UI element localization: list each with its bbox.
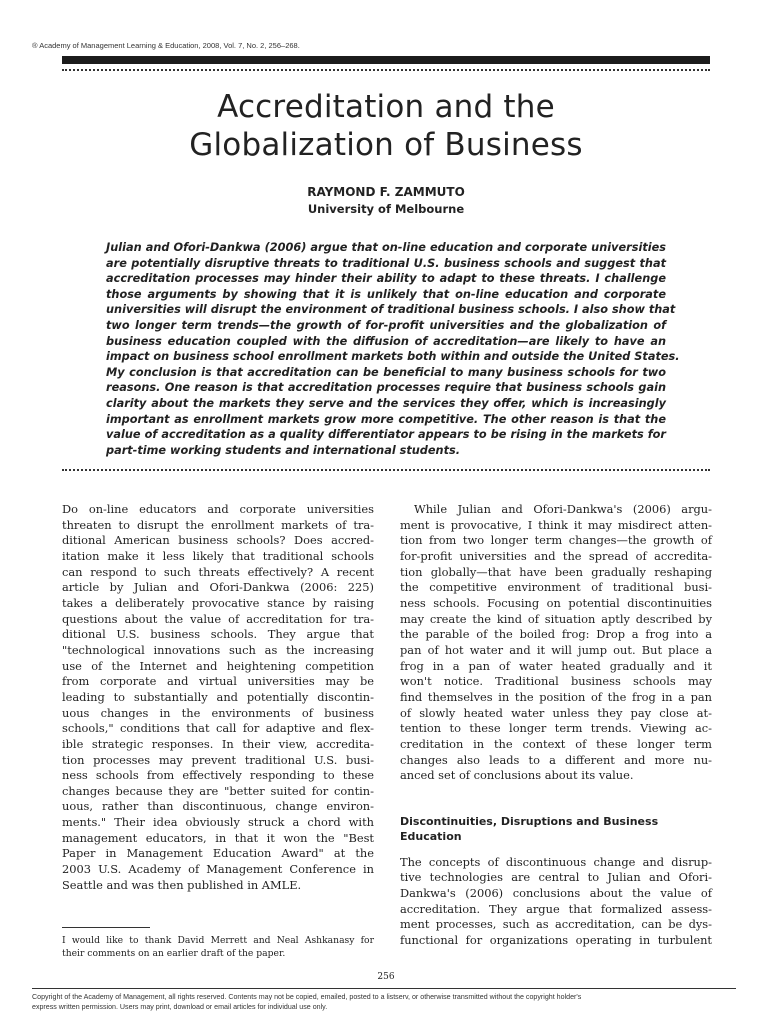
body-line: uous changes in the environments of business — [62, 705, 374, 720]
body-line: questions about the value of accreditation for tra- — [62, 611, 374, 626]
abstract — [106, 240, 680, 458]
dotted-divider-top — [62, 69, 710, 71]
footnote-line: I would like to thank David Merrett and Neal Ashkanasy for — [62, 935, 374, 946]
body-line: of slowly heated water unless they pay close at- — [400, 705, 712, 720]
body-line: Dankwa's (2006) conclusions about the value of — [400, 886, 712, 901]
body-line: itation make it less likely that traditional schools — [62, 548, 374, 563]
right-column — [400, 502, 712, 949]
body-line: won't notice. Traditional business schools may — [400, 674, 712, 689]
body-line: Paper in Management Education Award" at the — [62, 846, 374, 861]
abstract-line: two longer term trends—the growth of for-profit universities and the globalization of — [106, 318, 666, 332]
top-rule — [62, 56, 710, 64]
body-line: threaten to disrupt the enrollment markets of tra- — [62, 517, 374, 532]
body-line: the parable of the boiled frog: Drop a frog into a — [400, 627, 712, 642]
copyright-notice — [32, 992, 736, 1012]
abstract-line: accreditation processes may hinder their ability to adapt to these threats. I challenge — [106, 272, 666, 286]
footnote-line: their comments on an earlier draft of the paper. — [62, 948, 286, 959]
body-line: "technological innovations such as the increasing — [62, 642, 374, 657]
body-line: article by Julian and Ofori-Dankwa (2006: 225) — [62, 580, 374, 595]
bottom-rule — [32, 988, 736, 989]
body-line: ness schools. Focusing on potential discontinuities — [400, 595, 712, 610]
abstract-line: impact on business school enrollment markets both within and outside the United States. — [106, 350, 680, 364]
abstract-line: universities will disrupt the environment of traditional business schools. I also show that — [106, 303, 676, 317]
body-line: ible strategic responses. In their view, accredita- — [62, 736, 374, 751]
body-line: tention to these longer term trends. Viewing ac- — [400, 721, 712, 736]
body-line: changes because they are "better suited for contin- — [62, 783, 374, 798]
body-line: While Julian and Ofori-Dankwa's (2006) argu- — [414, 502, 712, 516]
section-heading — [400, 814, 712, 845]
body-line: creditation in the context of these longer term — [400, 736, 712, 751]
body-line: 2003 U.S. Academy of Management Conference in — [62, 862, 374, 877]
body-line: ditional American business schools? Does accred- — [62, 533, 374, 548]
body-line: ment is provocative, I think it may misdirect atten- — [400, 517, 712, 532]
body-line: for-profit universities and the spread of accredita- — [400, 548, 712, 563]
body-line: anced set of conclusions about its value. — [400, 768, 634, 783]
abstract-line: value of accreditation as a quality differentiator appears to be rising in the markets for — [106, 428, 666, 442]
abstract-line: Julian and Ofori-Dankwa (2006) argue that on-line education and corporate universities — [106, 241, 666, 254]
body-line: changes also leads to a different and more nu- — [400, 752, 712, 767]
author-affiliation: University of Melbourne — [307, 202, 465, 216]
title-line: Globalization of Business — [189, 127, 583, 163]
body-line: tion processes may prevent traditional U.S. busi- — [62, 752, 374, 767]
body-line: uous, rather than discontinuous, change environ- — [62, 799, 374, 814]
page-number: 256 — [377, 972, 395, 982]
title-line: Accreditation and the — [217, 89, 555, 125]
section-paragraph — [400, 855, 712, 949]
body-line: functional for organizations operating in turbulent — [400, 933, 712, 948]
body-line: ments." Their idea obviously struck a chord with — [62, 815, 374, 830]
heading-line: Education — [400, 830, 462, 844]
abstract-line: part-time working students and international students. — [106, 443, 461, 457]
abstract-line: those arguments by showing that it is unlikely that on-line education and corporate — [106, 287, 666, 301]
body-line: tion globally—that have been gradually reshaping — [400, 564, 712, 579]
body-line: from corporate and virtual universities may be — [62, 674, 374, 689]
dotted-divider-bottom — [62, 469, 710, 471]
heading-line: Discontinuities, Disruptions and Business — [400, 814, 659, 828]
body-line: may create the kind of situation aptly described by — [400, 611, 712, 626]
citation-line: ® Academy of Management Learning & Education, 2008, Vol. 7, No. 2, 256–268. — [32, 41, 300, 50]
body-line: ness schools from effectively responding to these — [62, 768, 374, 783]
copyright-line: Copyright of the Academy of Management, all rights reserved. Contents may not be copied, emailed, posted to a listserv, or otherwise transmitted without the copyright holder's — [32, 993, 582, 1001]
abstract-line: are potentially disruptive threats to traditional U.S. business schools and suggest that — [106, 256, 666, 270]
footnote-rule — [62, 927, 150, 928]
body-line: use of the Internet and heightening competition — [62, 658, 374, 673]
body-line: accreditation. They argue that formalized assess- — [400, 901, 712, 916]
abstract-line: reasons. One reason is that accreditation processes require that business schools gain — [106, 381, 666, 395]
body-line: ditional U.S. business schools. They argue that — [62, 627, 374, 642]
body-line: leading to substantially and potentially discontin- — [62, 689, 374, 704]
body-line: takes a deliberately provocative stance by raising — [62, 595, 374, 610]
body-line: tive technologies are central to Julian and Ofori- — [400, 870, 712, 885]
abstract-line: important as enrollment markets grow more competitive. The other reason is that the — [106, 412, 666, 426]
body-line: management educators, in that it won the "Best — [62, 830, 374, 845]
body-line: can respond to such threats effectively? A recent — [62, 564, 374, 579]
body-line: the competitive environment of traditional busi- — [400, 580, 712, 595]
footnote — [62, 934, 374, 960]
intro-continuation-paragraph — [400, 502, 712, 784]
left-column — [62, 502, 374, 893]
body-line: tion from two longer term changes—the growth of — [400, 533, 712, 548]
copyright-line: express written permission. Users may print, download or email articles for individual use only. — [32, 1003, 328, 1011]
article-title — [62, 88, 710, 164]
body-line: Do on-line educators and corporate universities — [62, 502, 374, 516]
abstract-line: My conclusion is that accreditation can be beneficial to many business schools for two — [106, 365, 666, 379]
body-line: The concepts of discontinuous change and disrup- — [400, 854, 712, 869]
body-line: Seattle and was then published in AMLE. — [62, 877, 302, 892]
body-line: pan of hot water and it will jump out. But place a — [400, 642, 712, 657]
body-line: find themselves in the position of the frog in a pan — [400, 689, 712, 704]
body-line: frog in a pan of water heated gradually and it — [400, 658, 712, 673]
author-name: RAYMOND F. ZAMMUTO — [307, 185, 465, 199]
body-line: schools," conditions that call for adaptive and flex- — [62, 721, 374, 736]
abstract-line: clarity about the markets they serve and the services they offer, which is increasingly — [106, 396, 666, 410]
body-line: ment processes, such as accreditation, can be dys- — [400, 917, 712, 932]
abstract-line: business education coupled with the diffusion of accreditation—are likely to have an — [106, 334, 666, 348]
